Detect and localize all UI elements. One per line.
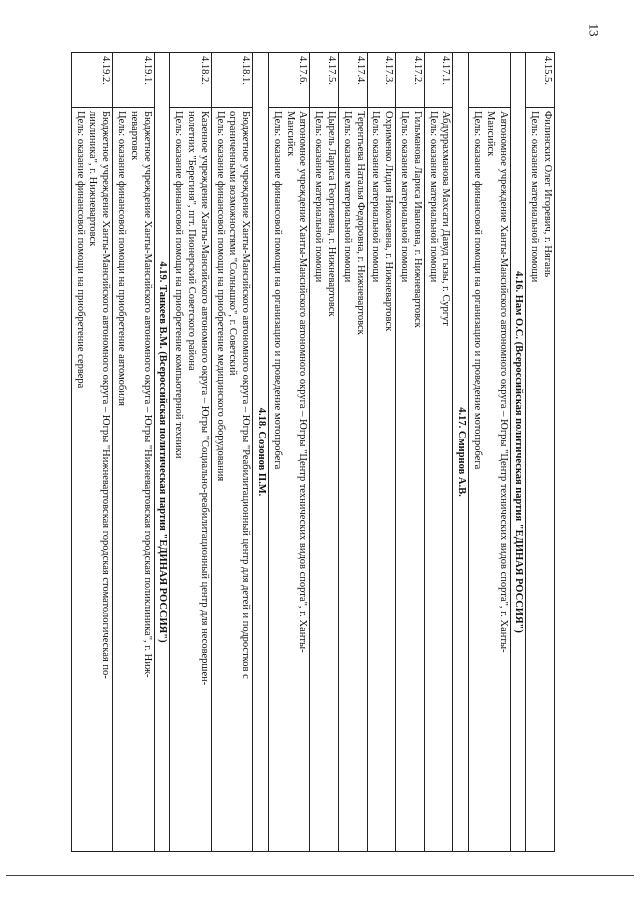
table-row (269, 53, 310, 852)
description-line: Цель: оказание материальной помощи (370, 111, 382, 283)
section-row (154, 53, 170, 852)
description-line: Охрименко Лидия Николаевна, г. Нижневартовск (383, 111, 395, 332)
footer-divider (6, 875, 634, 876)
table-row (310, 53, 339, 852)
description-line: Цель: оказание финансовой помощи на организацию и проведение мотопробега (472, 111, 484, 470)
description-line: Автономное учреждение Ханты-Мансийского автономного округа – Югры "Центр технических видов спорта", г. Ханты- (297, 111, 309, 653)
row-description (71, 108, 112, 852)
description-line: Цель: оказание материальной помощи (341, 111, 353, 283)
section-row (510, 53, 526, 852)
description-line: Бюджетное учреждение Ханты-Мансийского автономного округа – Югры "Нижневартовская городская стоматологическая по- (100, 111, 112, 679)
section-heading: 4.18. Созонов П.М. (253, 53, 269, 852)
description-line: ликлиника", г. Нижневартовск (87, 111, 99, 247)
row-number: 4.18.1. (211, 53, 252, 108)
description-line: Цель: оказание финансовой помощи на приобретение сервера (74, 111, 86, 389)
table-row (424, 53, 453, 852)
description-line: Терентьева Наталья Федоровна, г. Нижневартовск (354, 111, 366, 335)
row-description (526, 108, 555, 852)
description-line: нолетних "Берегиня", пгт. Пионерский Советского района (186, 111, 198, 371)
row-number: 4.17.3. (367, 53, 396, 108)
description-line: Цырель Лариса Георгиевна, г. Нижневартовск (326, 111, 338, 317)
table-row (526, 53, 555, 852)
description-line: невартовск (128, 111, 140, 161)
row-number: 4.19.2. (71, 53, 112, 108)
row-number: 4.17.1. (424, 53, 453, 108)
table-row (469, 53, 510, 852)
description-line: Филинских Олег Игоревич, г. Нягань (542, 111, 553, 278)
section-heading: 4.17. Смирнов А.В. (453, 53, 469, 852)
description-line: Цель: оказание материальной помощи (427, 111, 439, 283)
description-line: Цель: оказание финансовой помощи на приобретение компьютерной техники (173, 111, 185, 459)
row-number: 4.18.2. (170, 53, 211, 108)
row-number: 4.17.4. (339, 53, 368, 108)
row-description (396, 108, 425, 852)
table-row (367, 53, 396, 852)
row-number (469, 53, 510, 108)
description-line: Абдуррахманова Махсати Давуд гызы, г. Сургут (440, 111, 452, 326)
row-number: 4.17.5. (310, 53, 339, 108)
row-description (113, 108, 154, 852)
description-line: Автономное учреждение Ханты-Мансийского автономного округа – Югры "Центр технических видов спорта", г. Ханты- (497, 111, 509, 653)
row-description (269, 108, 310, 852)
section-row (453, 53, 469, 852)
rotated-table-wrapper (75, 52, 555, 852)
description-line: Бюджетное учреждение Ханты-Мансийского автономного округа – Югры "Нижневартовская городская поликлиника", г. Ниж- (141, 111, 153, 678)
table-row (339, 53, 368, 852)
section-heading: 4.16. Нам О.С. (Всероссийская политическая партия "ЕДИНАЯ РОССИЯ") (510, 53, 526, 852)
description-line: Цель: оказание материальной помощи (399, 111, 411, 283)
description-line: Цель: оказание материальной помощи (529, 111, 541, 283)
table-row (71, 53, 112, 852)
row-number: 4.15.5. (526, 53, 555, 108)
table-row (170, 53, 211, 852)
table-body (71, 53, 554, 852)
description-line: Мансийск (284, 111, 296, 157)
description-line: Бюджетное учреждение Ханты-Мансийского автономного округа – Югры "Реабилитационный центр для детей и подростков с (240, 111, 252, 679)
page-number: 13 (586, 23, 602, 37)
row-description (310, 108, 339, 852)
row-number: 4.19.1. (113, 53, 154, 108)
row-description (211, 108, 252, 852)
section-heading: 4.19. Танкеев В.М. (Всероссийская политическая партия "ЕДИНАЯ РОССИЯ") (154, 53, 170, 852)
row-number: 4.17.6. (269, 53, 310, 108)
description-line: Цель: оказание финансовой помощи на приобретение автомобиля (116, 111, 128, 406)
description-line: Гильманова Лариса Ивановна, г. Нижневартовск (411, 111, 423, 328)
row-description (424, 108, 453, 852)
description-line: Мансийск (484, 111, 496, 157)
row-description (469, 108, 510, 852)
description-line: Цель: оказание материальной помощи (313, 111, 325, 283)
description-line: Казенное учреждение Ханты-Мансийского автономного округа – Югры "Социально-реабилитационный центр для несовершен- (198, 111, 210, 686)
description-line: Цель: оказание финансовой помощи на приобретение медицинского оборудования (214, 111, 226, 482)
description-line: Цель: оказание финансовой помощи на организацию и проведение мотопробега (271, 111, 283, 470)
row-description (367, 108, 396, 852)
row-number: 4.17.2. (396, 53, 425, 108)
row-description (170, 108, 211, 852)
table-row (211, 53, 252, 852)
description-line: ограниченными возможностями "Солнышко", г. Советский (227, 111, 239, 376)
table-row (396, 53, 425, 852)
row-description (339, 108, 368, 852)
table-row (113, 53, 154, 852)
section-row (253, 53, 269, 852)
grants-table (71, 52, 555, 852)
